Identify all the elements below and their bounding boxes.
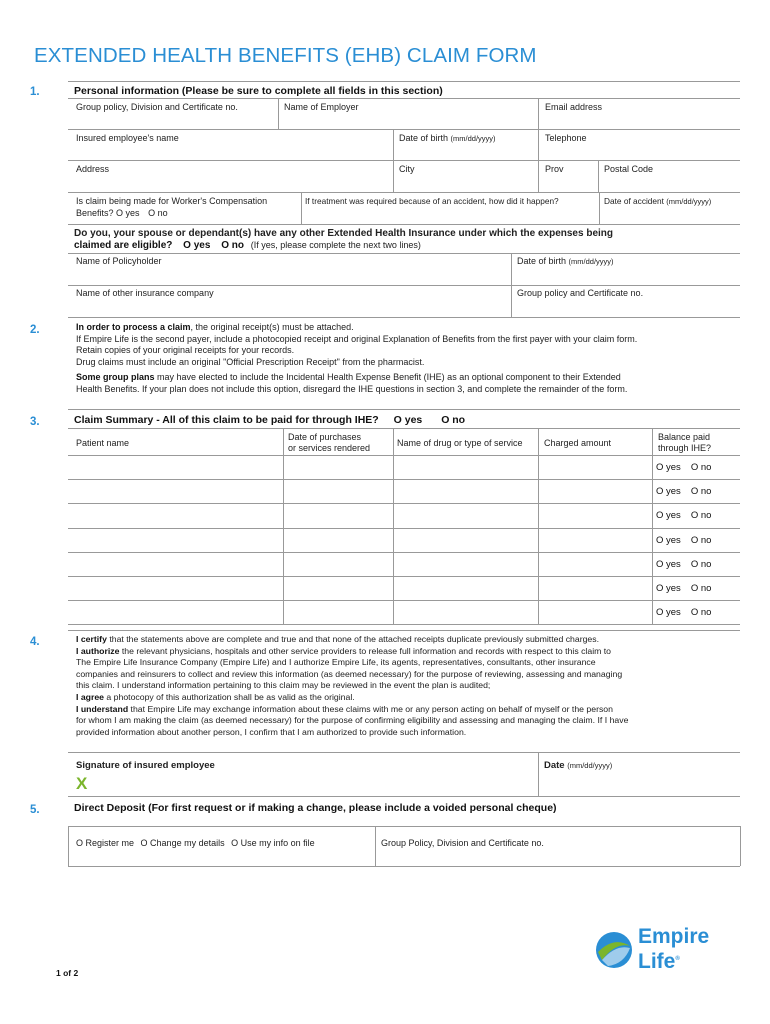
page-number: 1 of 2 (56, 968, 79, 978)
claim-row-ihe-options (656, 462, 721, 473)
other-insurance-question: Do you, your spouse or dependant(s) have any other Extended Health Insurance under which the expenses being (74, 228, 613, 239)
other-insurance-yes[interactable]: O yes (183, 240, 211, 251)
claim-row-no[interactable]: O no (690, 534, 712, 546)
claim-row-yes[interactable]: O yes (656, 510, 681, 522)
ihe-yes[interactable]: O yes (393, 414, 423, 426)
postal-code-field[interactable]: Postal Code (604, 164, 654, 174)
address-field[interactable]: Address (76, 164, 110, 174)
ihe-no[interactable]: O no (441, 414, 466, 426)
claim-row-yes[interactable]: O yes (656, 462, 681, 473)
claim-row-divider (68, 576, 740, 577)
section-5-number: 5. (30, 804, 40, 816)
claim-row-divider (68, 503, 740, 504)
form-title: EXTENDED HEALTH BENEFITS (EHB) CLAIM FORM (34, 44, 537, 67)
email-field[interactable]: Email address (545, 102, 603, 112)
col-charged-amount: Charged amount (544, 438, 612, 448)
policyholder-field[interactable]: Name of Policyholder (76, 256, 162, 266)
claim-row-yes[interactable]: O yes (656, 607, 681, 619)
col-patient-name: Patient name (76, 438, 130, 448)
group-policy-field[interactable]: Group policy, Division and Certificate no. (76, 102, 238, 112)
insured-name-field[interactable]: Insured employee's name (76, 133, 179, 143)
signature-mark: X (76, 774, 88, 793)
deposit-group-field[interactable]: Group Policy, Division and Certificate no. (381, 838, 544, 848)
section-3-heading: Claim Summary - All of this claim to be paid for through IHE? O yes O no (74, 414, 466, 426)
claim-row-no[interactable]: O no (690, 462, 712, 473)
claim-row-yes[interactable]: O yes (656, 583, 681, 594)
section-1-border (68, 81, 740, 82)
policyholder-dob-field[interactable]: Date of birth (mm/dd/yyyy) (517, 256, 614, 266)
telephone-field[interactable]: Telephone (545, 133, 587, 143)
empire-life-logo-icon (594, 930, 634, 970)
section-4-number: 4. (30, 636, 40, 648)
claim-row-no[interactable]: O no (690, 486, 712, 498)
claim-row-ihe-options (656, 535, 721, 546)
claim-row-ihe-options (656, 559, 721, 570)
claim-row-divider (68, 600, 740, 601)
accident-field[interactable]: If treatment was required because of an accident, how did it happen? (305, 196, 559, 206)
col-balance-ihe: Balance paid through IHE? (658, 432, 712, 453)
claim-row-divider (68, 455, 740, 456)
other-insurance-options: claimed are eligible? O yes O no (If yes, please complete the next two lines) (74, 240, 421, 251)
section-1-heading: Personal information (Please be sure to complete all fields in this section) (74, 85, 443, 97)
section-1-number: 1. (30, 86, 40, 98)
claim-row-ihe-options (656, 486, 721, 497)
deposit-options (76, 838, 315, 848)
use-info-option[interactable]: O Use my info on file (231, 838, 315, 848)
logo-wordmark: Empire Life® (638, 925, 710, 973)
claim-row-ihe-options (656, 607, 721, 618)
accident-date-field[interactable]: Date of accident (mm/dd/yyyy) (604, 196, 712, 206)
dob-field[interactable]: Date of birth (mm/dd/yyyy) (399, 133, 496, 143)
claim-row-no[interactable]: O no (690, 607, 712, 619)
claim-row-divider (68, 624, 740, 625)
other-insurance-no[interactable]: O no (221, 240, 244, 251)
register-me-option[interactable]: O Register me (76, 838, 135, 848)
receipt-instructions: In order to process a claim, the original receipt(s) must be attached. If Empire Life is the second payer, include a photocopied receipt and original Explanation of Benefits from the first payer with your claim form. Retain copies of your original receipts for your records. Drug claims must include an original "Official Prescription Receipt" from the pharmacist. Some group plans may have elected to include the Incidental Health Expense Benefit (IHE) as an optional component to their Extended Health Benefits. If your plan does not include this option, disregard the IHE questions in section 3, and complete the remainder of the form. (76, 322, 638, 394)
workers-comp-yes[interactable]: O yes (116, 208, 140, 218)
claim-row-yes[interactable]: O yes (656, 534, 681, 546)
other-group-field[interactable]: Group policy and Certificate no. (517, 288, 644, 298)
signature-field[interactable]: Signature of insured employee (76, 760, 215, 771)
signature-date-field[interactable]: Date (mm/dd/yyyy) (544, 760, 613, 771)
workers-comp-question: Is claim being made for Worker's Compensation (76, 196, 268, 206)
col-drug-service: Name of drug or type of service (397, 438, 523, 448)
claim-row-ihe-options (656, 510, 721, 521)
empire-life-logo (594, 926, 734, 976)
claim-row-ihe-options (656, 583, 721, 594)
col-date-of-purchase: Date of purchases or services rendered (288, 432, 371, 453)
certification-text: I certify that the statements above are complete and true and that none of the attached receipts duplicate previously submitted charges. I authorize the relevant physicians, hospitals and other service providers to release full information and records with respect to this claim to The Empire Life Insurance Company (Empire Life) and I authorize Empire Life, its agents, representatives, consultants, other insurance companies and reinsurers to collect and review this information (as deemed necessary) for the purpose of reviewing, assessing and managing this claim. I understand information pertaining to this claim may be reviewed in the event the plan is audited; I agree a photocopy of this authorization shall be as valid as the original. I understand that Empire Life may exchange information about these claims with me or any person acting on behalf of myself or the person for whom I am making the claim (as deemed necessary) for the purpose of confirming eligibility and assessing and managing the claim. If I have provided information about another person, I confirm that I am authorized to provide such information. (76, 634, 629, 737)
workers-comp-options: Benefits? O yes O no (76, 208, 168, 218)
prov-field[interactable]: Prov (545, 164, 564, 174)
claim-row-divider (68, 479, 740, 480)
section-2-number: 2. (30, 324, 40, 336)
section-5-heading: Direct Deposit (For first request or if making a change, please include a voided personal cheque) (74, 802, 557, 814)
other-insurer-field[interactable]: Name of other insurance company (76, 288, 214, 298)
claim-row-yes[interactable]: O yes (656, 486, 681, 498)
claim-row-no[interactable]: O no (690, 583, 712, 594)
employer-field[interactable]: Name of Employer (284, 102, 359, 112)
workers-comp-no[interactable]: O no (148, 208, 168, 218)
claim-row-no[interactable]: O no (690, 510, 712, 522)
claim-row-no[interactable]: O no (690, 558, 712, 570)
claim-row-divider (68, 552, 740, 553)
change-details-option[interactable]: O Change my details (140, 838, 225, 848)
claim-row-divider (68, 528, 740, 529)
city-field[interactable]: City (399, 164, 415, 174)
section-3-number: 3. (30, 416, 40, 428)
claim-row-yes[interactable]: O yes (656, 558, 681, 570)
